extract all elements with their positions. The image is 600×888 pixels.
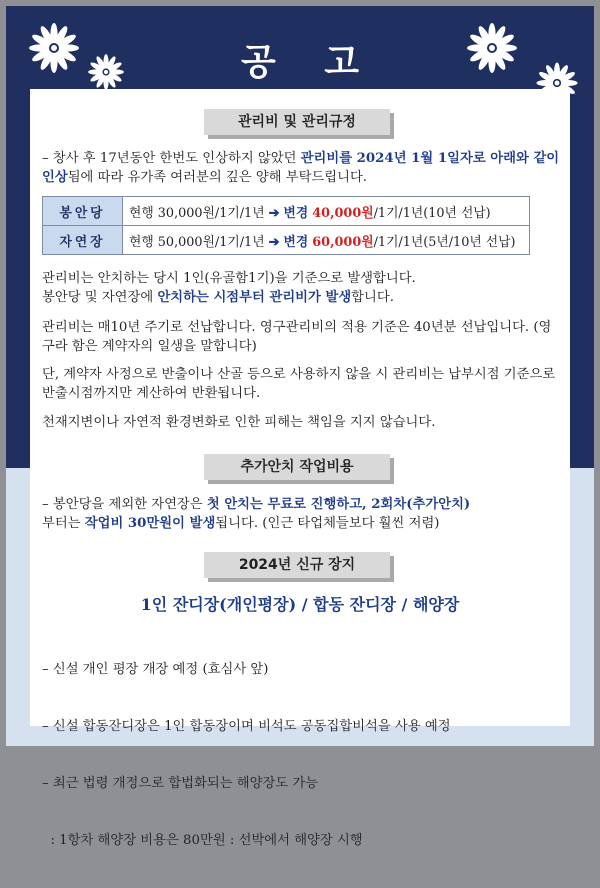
intro-text: – 창사 후 17년동안 한번도 인상하지 않았던 <box>42 151 301 166</box>
page-title: 공 고 <box>240 42 378 83</box>
fee-basis <box>42 269 562 307</box>
fee-label: 자연장 <box>43 226 123 255</box>
intro-text-end: 됨에 따라 유가족 여러분의 깊은 양해 부탁드립니다. <box>67 170 368 185</box>
new-sites-subtitle: 1인 잔디장(개인평장) / 합동 잔디장 / 해양장 <box>140 595 460 614</box>
fee-basis-line: 관리비는 안치하는 당시 1인(유골함1기)을 기준으로 발생합니다. <box>42 271 416 286</box>
fee-current: 현행 30,000원/1기/1년 <box>129 205 265 221</box>
prepayment-rule: 관리비는 매10년 주기로 선납합니다. 영구관리비의 적용 기준은 40년분 선납입니다. (영구라 함은 계약자의 일생을 말합니다) <box>42 320 552 354</box>
additional-cost-text <box>42 495 562 533</box>
heading-text: 2024년 신규 장지 <box>238 557 356 573</box>
list-item: : 1항차 해양장 비용은 80만원 : 선박에서 해양장 시행 <box>42 833 363 848</box>
fee-new-amount: 40,000원 <box>312 205 374 221</box>
fee-label: 봉안당 <box>43 197 123 226</box>
fee-current: 현행 50,000원/1기/1년 <box>129 234 265 250</box>
fee-change-word: 변경 <box>283 234 309 250</box>
fee-intro <box>42 149 562 187</box>
heading-text: 추가안치 작업비용 <box>240 459 354 475</box>
section-heading-additional <box>204 452 394 482</box>
snowflake-flower-icon <box>464 20 520 76</box>
snowflake-flower-icon <box>86 52 126 92</box>
fee-new-amount: 60,000원 <box>312 234 374 250</box>
fee-basis-highlight: 안치하는 시점부터 관리비가 발생 <box>157 290 352 305</box>
arrow-icon: ➔ <box>268 234 280 250</box>
list-item: – 신설 개인 평장 개장 예정 (효심사 앞) <box>42 662 269 677</box>
fee-new-rest: /1기/1년(10년 선납) <box>373 205 491 221</box>
notice-card <box>30 89 570 848</box>
fee-change-word: 변경 <box>283 205 309 221</box>
section-heading-fees <box>204 107 394 137</box>
list-item: – 최근 법령 개정으로 합법화되는 해양장도 가능 <box>42 776 319 791</box>
snowflake-flower-icon <box>26 20 82 76</box>
list-item: – 신설 합동잔디장은 1인 합동장이며 비석도 공동집합비석을 사용 예정 <box>42 719 451 734</box>
additional-highlight: 작업비 30만원이 발생 <box>84 516 216 531</box>
fee-value <box>123 197 530 226</box>
additional-text: – 봉안당을 제외한 자연장은 <box>42 497 207 512</box>
heading-text: 관리비 및 관리규정 <box>238 114 356 130</box>
fee-table <box>42 196 530 255</box>
notice-poster <box>6 6 594 848</box>
fee-basis-text-end: 합니다. <box>351 290 394 305</box>
arrow-icon: ➔ <box>268 205 280 221</box>
fee-value <box>123 226 530 255</box>
fee-basis-text: 봉안당 및 자연장에 <box>42 290 158 305</box>
additional-highlight: 첫 안치는 무료로 진행하고, 2회차(추가안치) <box>206 497 471 512</box>
new-sites-list <box>42 622 562 888</box>
section-heading-new-sites <box>204 550 394 580</box>
additional-text: 부터는 <box>42 516 85 531</box>
intro-highlight: 관리비를 2024년 1월 1일자로 아래와 같이 인상 <box>42 151 560 185</box>
disclaimer: 천재지변이나 자연적 환경변화로 인한 피해는 책임을 지지 않습니다. <box>42 415 436 430</box>
refund-rule: 단, 계약자 사정으로 반출이나 산골 등으로 사용하지 않을 시 관리비는 납부시점 기준으로 반출시점까지만 계산하여 반환됩니다. <box>42 367 556 401</box>
table-row <box>43 197 530 226</box>
additional-text-end: 됩니다. (인근 타업체들보다 훨씬 저렴) <box>215 516 440 531</box>
fee-new-rest: /1기/1년(5년/10년 선납) <box>373 234 516 250</box>
fee-basis-line <box>42 288 562 307</box>
table-row <box>43 226 530 255</box>
